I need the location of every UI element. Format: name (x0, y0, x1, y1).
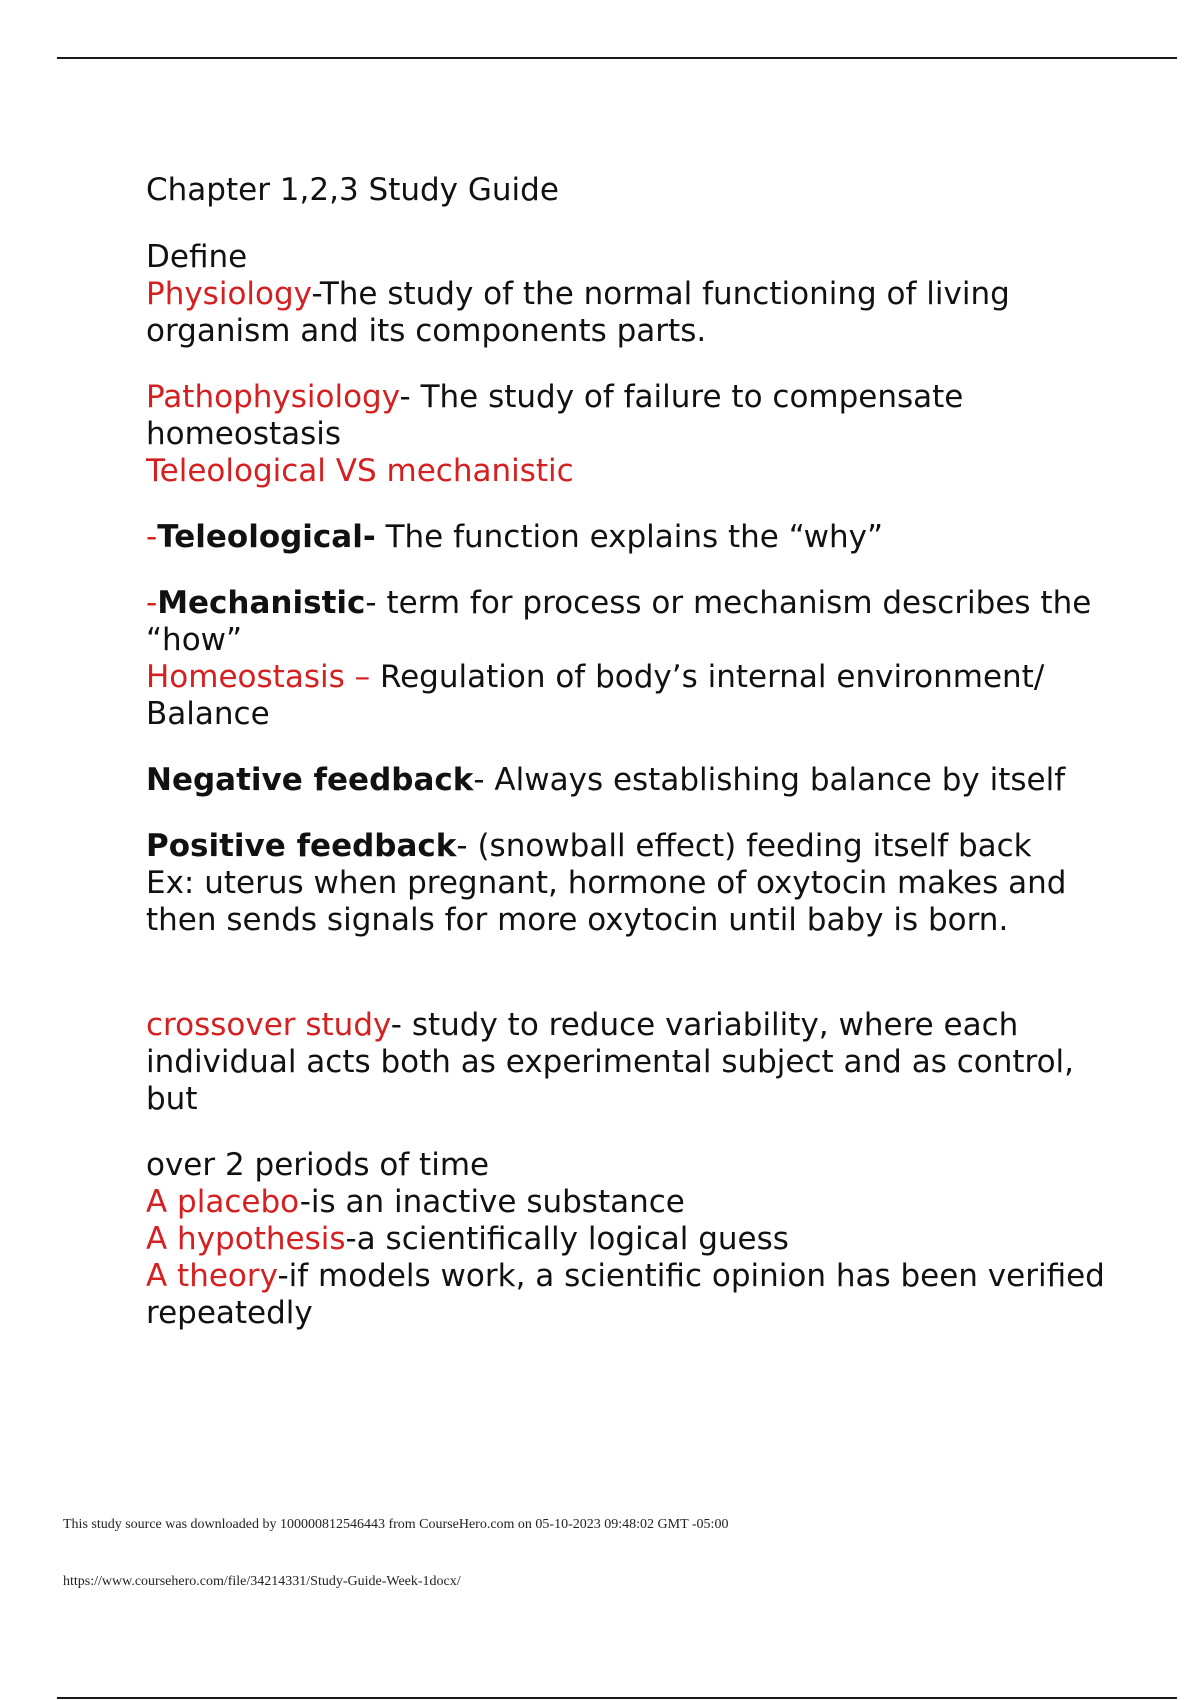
mechanistic-entry (146, 585, 1106, 659)
term-teleological: Teleological- (157, 519, 376, 555)
hypothesis-entry (146, 1221, 1106, 1258)
bottom-rule (57, 1697, 1177, 1699)
term-pathophysiology: Pathophysiology (146, 379, 400, 415)
term-positive-feedback: Positive feedback (146, 828, 457, 864)
page-title: Chapter 1,2,3 Study Guide (146, 172, 559, 208)
definition-theory: -if models work, a scientific opinion has been verified repeatedly (146, 1258, 1105, 1331)
definition-crossover-study: - study to reduce variability, where each individual acts both as experimental subject and as control, but (146, 1007, 1075, 1117)
negative-feedback-entry (146, 762, 1106, 799)
source-url[interactable]: https://www.coursehero.com/file/34214331/Study-Guide-Week-1docx/ (63, 1574, 461, 1589)
pathophysiology-entry (146, 379, 1106, 453)
term-negative-feedback: Negative feedback (146, 762, 474, 798)
dash-teleological: - (146, 519, 158, 555)
term-crossover-study: crossover study (146, 1007, 391, 1043)
term-mechanistic: Mechanistic (157, 585, 366, 621)
definition-positive-feedback: - (snowball effect) feeding itself back (456, 828, 1032, 864)
crossover-study-continuation: over 2 periods of time (146, 1147, 490, 1183)
positive-feedback-entry (146, 828, 1106, 865)
term-physiology: Physiology (146, 276, 312, 312)
term-placebo: A placebo (146, 1184, 300, 1220)
homeostasis-entry (146, 659, 1106, 733)
theory-entry (146, 1258, 1106, 1332)
placebo-entry (146, 1184, 1106, 1221)
term-homeostasis: Homeostasis – (146, 659, 371, 695)
teleological-entry (146, 519, 1106, 556)
term-theory: A theory (146, 1258, 278, 1294)
definition-teleological: The function explains the “why” (375, 519, 884, 555)
physiology-entry (146, 276, 1106, 350)
teleological-vs-mechanistic-heading: Teleological VS mechanistic (146, 453, 574, 489)
define-heading: Define (146, 239, 248, 275)
definition-negative-feedback: - Always establishing balance by itself (473, 762, 1066, 798)
definition-mechanistic: - term for process or mechanism describes the “how” (146, 585, 1092, 658)
crossover-study-entry (146, 1007, 1106, 1118)
document-body (146, 172, 1106, 1332)
top-rule (57, 57, 1177, 59)
definition-homeostasis: Regulation of body’s internal environment/ Balance (146, 659, 1045, 732)
dash-mechanistic: - (146, 585, 158, 621)
definition-pathophysiology: - The study of failure to compensate homeostasis (146, 379, 964, 452)
definition-physiology: -The study of the normal functioning of living organism and its components parts. (146, 276, 1010, 349)
definition-placebo: -is an inactive substance (299, 1184, 685, 1220)
download-source-note: This study source was downloaded by 100000812546443 from CourseHero.com on 05-10-2023 09:48:02 GMT -05:00 (63, 1517, 729, 1532)
positive-feedback-example: Ex: uterus when pregnant, hormone of oxytocin makes and then sends signals for more oxytocin until baby is born. (146, 865, 1067, 938)
term-hypothesis: A hypothesis (146, 1221, 346, 1257)
definition-hypothesis: -a scientifically logical guess (345, 1221, 789, 1257)
